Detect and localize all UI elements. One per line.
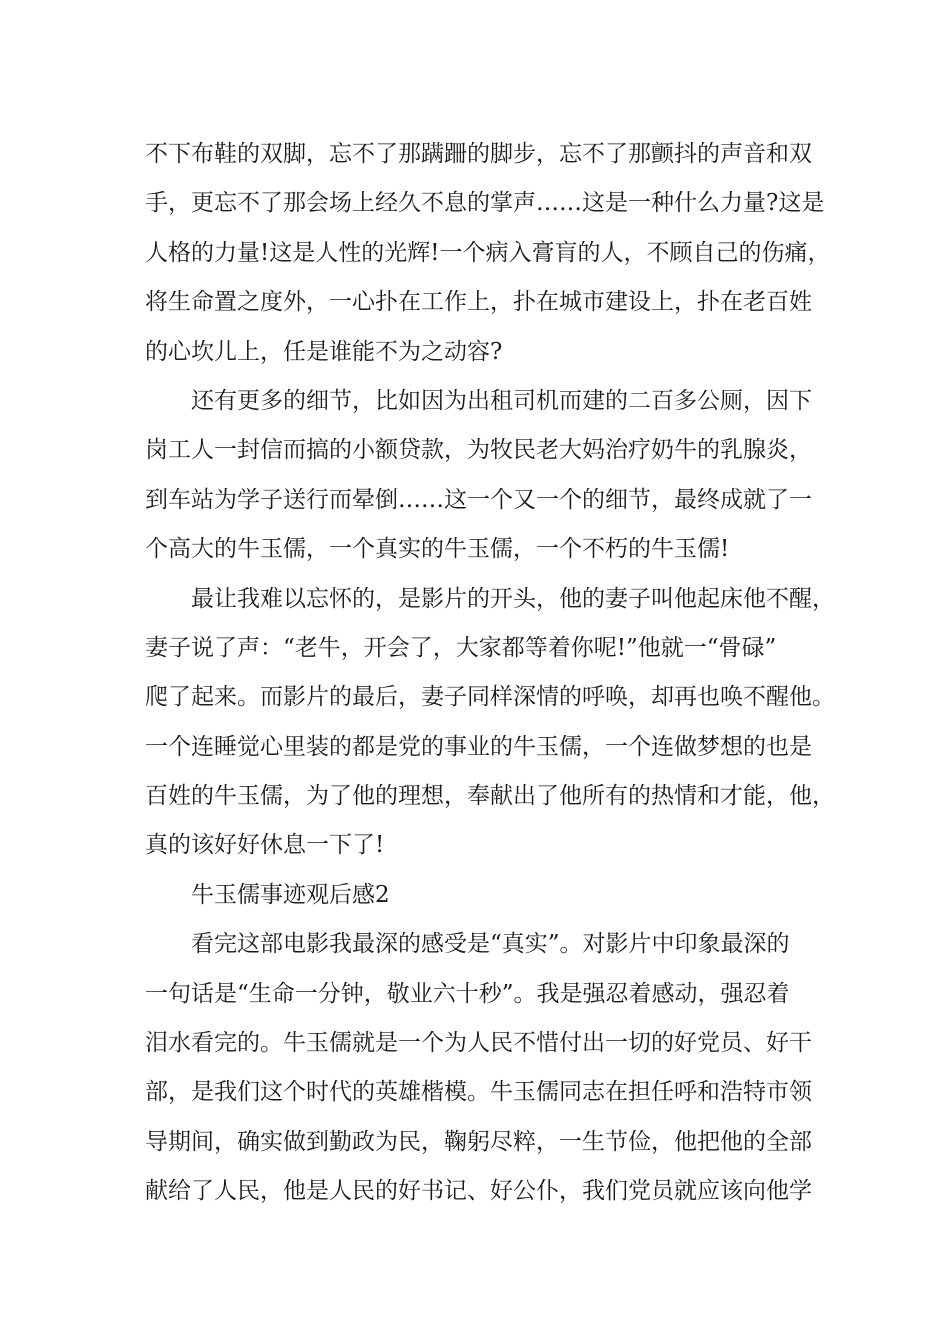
- text-line: 一句话是“生命一分钟，敬业六十秒”。我是强忍着感动，强忍着: [145, 980, 790, 1007]
- text-line: 百姓的牛玉儒，为了他的理想，奉献出了他所有的热情和才能，他，: [145, 783, 835, 810]
- text-line: 一个连睡觉心里装的都是党的事业的牛玉儒，一个连做梦想的也是: [145, 733, 812, 760]
- text-line: 手，更忘不了那会场上经久不息的掌声……这是一种什么力量?这是: [145, 190, 825, 217]
- paragraph-first-line: 牛玉儒事迹观后感2: [191, 881, 390, 908]
- text-line: 真的该好好休息一下了!: [145, 832, 385, 859]
- text-line: 岗工人一封信而搞的小额贷款，为牧民老大妈治疗奶牛的乳腺炎，: [145, 437, 812, 464]
- paragraph-first-line: 看完这部电影我最深的感受是“真实”。对影片中印象最深的: [191, 931, 790, 958]
- text-line: 部，是我们这个时代的英雄楷模。牛玉儒同志在担任呼和浩特市领: [145, 1079, 812, 1106]
- text-line: 爬了起来。而影片的最后，妻子同样深情的呼唤，却再也唤不醒他。: [145, 684, 835, 711]
- body-text: [145, 130, 835, 1217]
- paragraph-first-line: 最让我难以忘怀的，是影片的开头，他的妻子叫他起床他不醒，: [191, 585, 835, 612]
- text-line: 不下布鞋的双脚，忘不了那蹒跚的脚步，忘不了那颤抖的声音和双: [145, 141, 812, 167]
- text-line: 个高大的牛玉儒，一个真实的牛玉儒，一个不朽的牛玉儒!: [145, 536, 730, 563]
- text-line: 泪水看完的。牛玉儒就是一个为人民不惜付出一切的好党员、好干: [145, 1030, 812, 1057]
- text-line: 妻子说了声：“老牛，开会了，大家都等着你呢!”他就一“骨碌”: [145, 634, 777, 661]
- text-line: 的心坎儿上，任是谁能不为之动容?: [145, 338, 503, 365]
- text-line: 到车站为学子送行而晕倒……这一个又一个的细节，最终成就了一: [145, 486, 812, 513]
- text-line: 导期间，确实做到勤政为民，鞠躬尽粹，一生节俭，他把他的全部: [145, 1128, 812, 1155]
- text-line: 将生命置之度外，一心扑在工作上，扑在城市建设上，扑在老百姓: [145, 289, 812, 316]
- text-line: 人格的力量!这是人性的光辉!一个病入膏肓的人，不顾自己的伤痛，: [145, 239, 831, 266]
- paragraph-first-line: 还有更多的细节，比如因为出租司机而建的二百多公厕，因下: [191, 387, 812, 414]
- text-line: 献给了人民，他是人民的好书记、好公仆，我们党员就应该向他学: [145, 1178, 812, 1205]
